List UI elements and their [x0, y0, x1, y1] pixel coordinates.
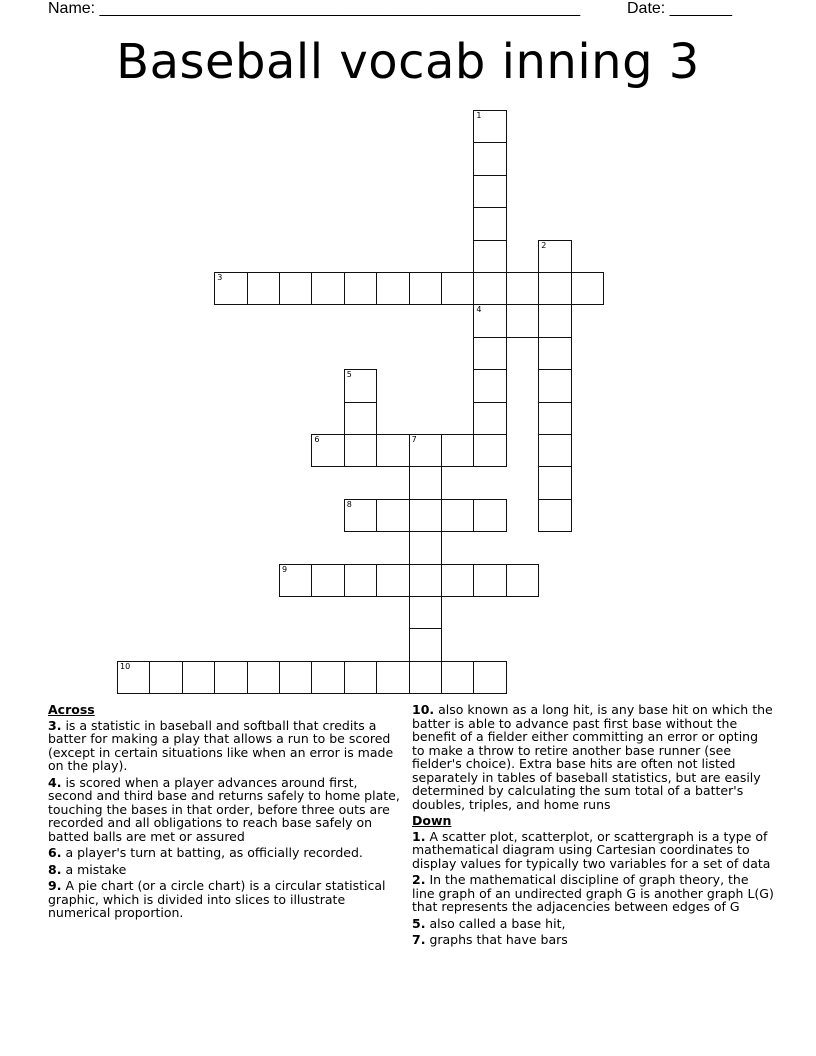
- crossword-cell[interactable]: [279, 564, 312, 597]
- down-heading: Down: [412, 813, 452, 828]
- crossword-cell[interactable]: [538, 369, 571, 402]
- clue-number-label: 9: [282, 564, 288, 574]
- crossword-cell[interactable]: [538, 466, 571, 499]
- crossword-cell[interactable]: [344, 369, 377, 402]
- crossword-cell[interactable]: [473, 434, 506, 467]
- clues-column-right: [412, 703, 774, 950]
- crossword-cell[interactable]: [441, 434, 474, 467]
- crossword-cell[interactable]: [473, 240, 506, 273]
- crossword-cell[interactable]: [441, 272, 474, 305]
- crossword-cell[interactable]: [538, 499, 571, 532]
- crossword-cell[interactable]: [344, 499, 377, 532]
- crossword-cell[interactable]: [473, 304, 506, 337]
- clue-number-label: 5: [346, 370, 352, 380]
- crossword-cell[interactable]: [473, 110, 506, 143]
- crossword-cell[interactable]: [441, 661, 474, 694]
- crossword-cell[interactable]: [409, 628, 442, 661]
- across-heading: Across: [48, 702, 95, 717]
- clue-across-4: 4. is scored when a player advances around first, second and third base and returns safely to home plate, touching the bases in that order, before three outs are recorded and all obligations to reach base safely on batted balls are met or assured: [48, 774, 400, 844]
- crossword-cell[interactable]: [473, 402, 506, 435]
- name-field-label: Name: ______________________________________________________: [48, 0, 581, 17]
- clue-number-label: 4: [476, 305, 482, 315]
- clue-number-label: 8: [346, 499, 352, 509]
- crossword-cell[interactable]: [538, 434, 571, 467]
- crossword-cell[interactable]: [376, 272, 409, 305]
- crossword-cell[interactable]: [473, 142, 506, 175]
- crossword-cell[interactable]: [247, 272, 280, 305]
- clue-down-1: 1. A scatter plot, scatterplot, or scattergraph is a type of mathematical diagram using Cartesian coordinates to display values for typically two variables for a set of data: [412, 828, 771, 871]
- crossword-cell[interactable]: [409, 661, 442, 694]
- crossword-cell[interactable]: [409, 434, 442, 467]
- clue-number-label: 6: [314, 435, 320, 444]
- crossword-cell[interactable]: [409, 499, 442, 532]
- crossword-cell[interactable]: [344, 272, 377, 305]
- crossword-cell[interactable]: [247, 661, 280, 694]
- crossword-cell[interactable]: [473, 499, 506, 532]
- crossword-cell[interactable]: [473, 207, 506, 240]
- crossword-cell[interactable]: [311, 661, 344, 694]
- crossword-cell[interactable]: [117, 661, 150, 694]
- crossword-cell[interactable]: [376, 434, 409, 467]
- clue-down-2: 2. In the mathematical discipline of graph theory, the line graph of an undirected graph G is another graph L(G) that represents the adjacencies between edges of G: [412, 872, 774, 914]
- clue-down-7: 7. graphs that have bars: [412, 932, 568, 947]
- crossword-cell[interactable]: [538, 304, 571, 337]
- clues-column-left: [48, 703, 400, 923]
- crossword-cell[interactable]: [279, 661, 312, 694]
- clue-number-label: 3: [217, 273, 223, 282]
- crossword-cell[interactable]: [409, 466, 442, 499]
- crossword-cell[interactable]: [473, 175, 506, 208]
- crossword-cell[interactable]: [441, 564, 474, 597]
- crossword-cell[interactable]: [344, 402, 377, 435]
- clue-down-5: 5. also called a base hit,: [412, 915, 566, 931]
- crossword-cell[interactable]: [344, 434, 377, 467]
- crossword-cell[interactable]: [506, 272, 539, 305]
- crossword-cell[interactable]: [376, 499, 409, 532]
- crossword-cell[interactable]: [473, 337, 506, 370]
- crossword-cell[interactable]: [538, 402, 571, 435]
- crossword-cell[interactable]: [506, 564, 539, 597]
- crossword-cell[interactable]: [376, 661, 409, 694]
- clue-across-6: 6. a player's turn at batting, as officially recorded.: [48, 845, 363, 860]
- crossword-cell[interactable]: [538, 240, 571, 273]
- crossword-cell[interactable]: [538, 272, 571, 305]
- crossword-cell[interactable]: [506, 304, 539, 337]
- crossword-cell[interactable]: [311, 272, 344, 305]
- crossword-cell[interactable]: [376, 564, 409, 597]
- clue-number-label: 2: [541, 240, 547, 250]
- clue-across-9: 9. A pie chart (or a circle chart) is a circular statistical graphic, which is divided into slices to illustrate numerical proportion.: [48, 878, 386, 920]
- crossword-cell[interactable]: [473, 369, 506, 402]
- clue-number-label: 10: [120, 661, 131, 671]
- clue-across-3: 3. is a statistic in baseball and softball that credits a batter for making a play that allows a run to be scored (except in certain situations like when an error is made on the play).: [48, 717, 394, 773]
- crossword-cell[interactable]: [571, 272, 604, 305]
- crossword-cell[interactable]: [311, 564, 344, 597]
- crossword-cell[interactable]: [279, 272, 312, 305]
- clue-across-10: 10. also known as a long hit, is any base hit on which the batter is able to advance past first base without the benefit of a fielder either committing an error or opting to make a throw to retire another base runner (see fielder's choice). Extra base hits are often not listed separately in tables of baseball statistics, but are easily determined by calculating the sum total of a batter's doubles, triples, and home runs: [412, 702, 773, 812]
- clue-number-label: 7: [411, 435, 417, 444]
- crossword-cell[interactable]: [409, 531, 442, 564]
- crossword-cell[interactable]: [409, 596, 442, 629]
- crossword-cell[interactable]: [473, 272, 506, 305]
- clue-number-label: 1: [476, 111, 482, 120]
- crossword-cell[interactable]: [473, 564, 506, 597]
- crossword-cell[interactable]: [182, 661, 215, 694]
- crossword-cell[interactable]: [441, 499, 474, 532]
- crossword-cell[interactable]: [214, 661, 247, 694]
- crossword-cell[interactable]: [149, 661, 182, 694]
- crossword-cell[interactable]: [409, 272, 442, 305]
- crossword-cell[interactable]: [473, 661, 506, 694]
- date-field-label: Date: _______: [627, 0, 732, 17]
- clue-across-8: 8. a mistake: [48, 861, 127, 877]
- crossword-cell[interactable]: [311, 434, 344, 467]
- crossword-cell[interactable]: [344, 564, 377, 597]
- crossword-cell[interactable]: [344, 661, 377, 694]
- page-title: Baseball vocab inning 3: [116, 34, 700, 90]
- crossword-cell[interactable]: [409, 564, 442, 597]
- crossword-cell[interactable]: [538, 337, 571, 370]
- crossword-cell[interactable]: [214, 272, 247, 305]
